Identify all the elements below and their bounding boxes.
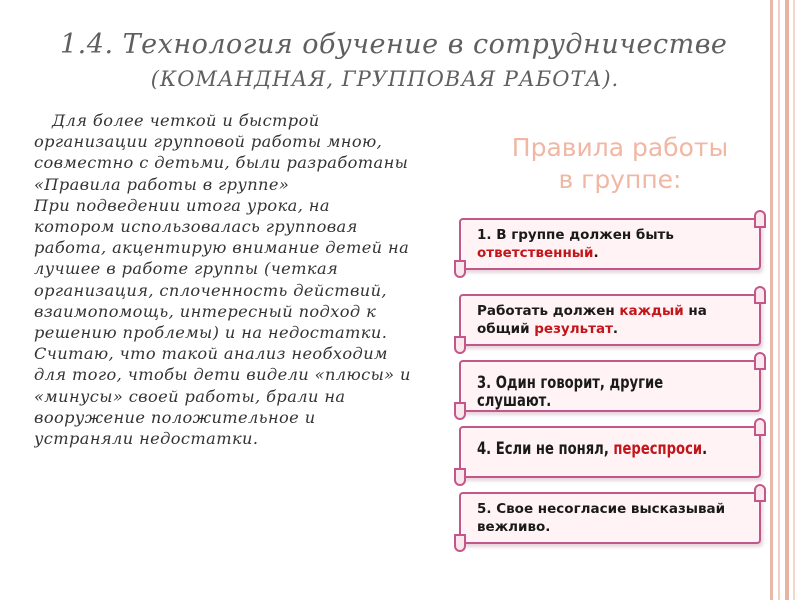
rule-4-part-a: 4. Если не понял,: [477, 439, 614, 459]
rule-3-text: 3. Один говорит, другие слушают.: [477, 373, 664, 411]
body-line: вооружение положительное и: [34, 407, 316, 427]
rule-2-highlight-1: каждый: [619, 303, 684, 319]
body-line: «Правила работы в группе»: [34, 174, 290, 194]
body-line: «минусы» своей работы, брали на: [34, 386, 346, 406]
slide-title-line-2: (КОМАНДНАЯ, ГРУППОВАЯ РАБОТА).: [150, 67, 620, 91]
rule-1-line-1: 1. В группе должен быть: [477, 227, 674, 243]
rule-4-period: .: [702, 439, 708, 459]
body-line: Считаю, что такой анализ необходим: [34, 344, 388, 364]
rule-2-part-d: общий: [477, 321, 535, 337]
rule-5-line-1: 5. Свое несогласие высказывай: [477, 501, 726, 517]
rule-4-text: [477, 440, 711, 458]
body-line: лучшее в работе группы (четкая: [34, 259, 339, 279]
body-line: взаимопомощь, интересный подход к: [34, 301, 377, 321]
decor-stripe: [785, 0, 789, 600]
decor-stripe: [793, 0, 795, 600]
rules-heading-line-1: Правила работы: [511, 133, 729, 162]
body-line: решению проблемы) и на недостатки.: [34, 323, 388, 343]
rule-1-highlight: ответственный: [477, 245, 594, 261]
body-line: котором использовалась групповая: [34, 217, 358, 237]
rule-1-period: .: [593, 245, 599, 261]
rule-5-line-2: вежливо.: [477, 519, 551, 535]
rule-2-part-a: Работать должен: [477, 303, 620, 319]
rules-heading: [490, 132, 750, 196]
rules-heading-line-2: в группе:: [558, 165, 682, 194]
rule-scroll-3: [459, 360, 761, 412]
body-line: совместно с детьми, были разработаны: [34, 153, 409, 173]
decor-stripe: [778, 0, 780, 600]
body-line: организации групповой работы мною,: [34, 132, 383, 152]
rule-2-period: .: [612, 321, 619, 337]
rule-2-highlight-2: результат: [534, 321, 613, 337]
body-line: для того, чтобы дети видели «плюсы» и: [34, 365, 411, 385]
slide-title-line-1: 1.4. Технология обучение в сотрудничестве: [60, 29, 728, 60]
body-line: Для более четкой и быстрой: [52, 111, 320, 130]
body-paragraph: [34, 110, 464, 449]
rule-1-text: [477, 226, 749, 262]
rule-scroll-5: [459, 492, 761, 544]
slide-title: [60, 28, 728, 96]
rule-5-text: [477, 500, 749, 536]
rule-2-text: [477, 302, 749, 338]
body-line: устраняли недостатки.: [34, 429, 259, 449]
decor-stripe: [770, 0, 773, 600]
body-line: работа, акцентирую внимание детей на: [34, 238, 410, 258]
rule-4-highlight: переспроси: [613, 439, 703, 459]
rule-scroll-4: [459, 426, 761, 478]
body-line: организация, сплоченность действий,: [34, 280, 387, 300]
rule-scroll-1: [459, 218, 761, 270]
rule-scroll-2: [459, 294, 761, 346]
rule-2-part-c: на: [683, 303, 707, 319]
body-line: При подведении итога урока, на: [34, 195, 330, 215]
